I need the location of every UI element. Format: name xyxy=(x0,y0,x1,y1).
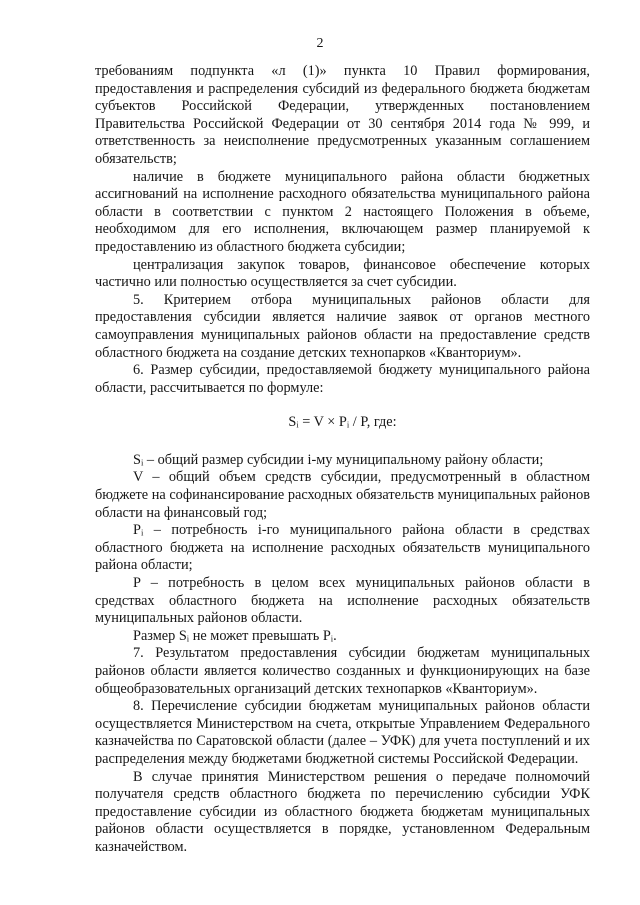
paragraph-item-7: 7. Результатом предоставления субсидии бюджетам муниципальных районов области является количество созданных и функционирующих на базе общеобразовательных организаций детских технопарков «Кванториум». xyxy=(95,645,590,697)
paragraph: требованиям подпункта «л (1)» пункта 10 Правил формирования, предоставления и распределения субсидий из федерального бюджета бюджетам субъектов Российской Федерации, утвержденных постановлением Правительства Российской Федерации от 30 сентября 2014 года № 999, и ответственность за неисполнение предусмотренных указанным соглашением обязательств; xyxy=(95,63,590,167)
paragraph-item-6: 6. Размер субсидии, предоставляемой бюджету муниципального района области, рассчитывается по формуле: xyxy=(95,362,590,396)
page-number: 2 xyxy=(316,36,324,51)
document-body xyxy=(95,63,590,857)
definition-v: V – общий объем средств субсидии, предусмотренный в областном бюджете на софинансирование расходных обязательств муниципальных районов области на финансовый год; xyxy=(95,469,590,521)
paragraph: наличие в бюджете муниципального района области бюджетных ассигнований на исполнение расходного обязательства муниципального района области в соответствии с пунктом 2 настоящего Положения в объеме, необходимом для его исполнения, включающем размер планируемой к предоставлению из областного бюджета субсидии; xyxy=(95,168,590,255)
paragraph-item-5: 5. Критерием отбора муниципальных районов области для предоставления субсидии является наличие заявок от органов местного самоуправления муниципальных районов области на предоставление средств областного бюджета на создание детских технопарков «Кванториум». xyxy=(95,291,590,361)
definition-pi: Pᵢ – потребность i-го муниципального района области в средствах областного бюджета на исполнение расходных обязательств муниципального района области; xyxy=(95,522,590,574)
paragraph-item-8: 8. Перечисление субсидии бюджетам муниципальных районов области осуществляется Министерством на счета, открытые Управлением Федерального казначейства по Саратовской области (далее – УФК) для учета поступлений и их распределения между бюджетами бюджетной системы Российской Федерации. xyxy=(95,698,590,767)
subsidy-formula: Sᵢ = V × Pᵢ / P, где: xyxy=(288,414,397,431)
definition-si: Sᵢ – общий размер субсидии i-му муниципальному району области; xyxy=(133,451,544,468)
paragraph: централизация закупок товаров, финансовое обеспечение которых частично или полностью осуществляется за счет субсидии. xyxy=(95,256,590,291)
definition-p: P – потребность в целом всех муниципальных районов области в средствах областного бюджета на исполнение расходных обязательств муниципальных районов области. xyxy=(95,575,590,627)
paragraph: Размер Sᵢ не может превышать Pᵢ. xyxy=(133,627,337,644)
paragraph: В случае принятия Министерством решения о передаче полномочий получателя средств областного бюджета по перечислению субсидии УФК предоставление субсидии из областного бюджета бюджетам муниципальных районов области осуществляется в порядке, установленном Федеральным казначейством. xyxy=(95,768,590,855)
